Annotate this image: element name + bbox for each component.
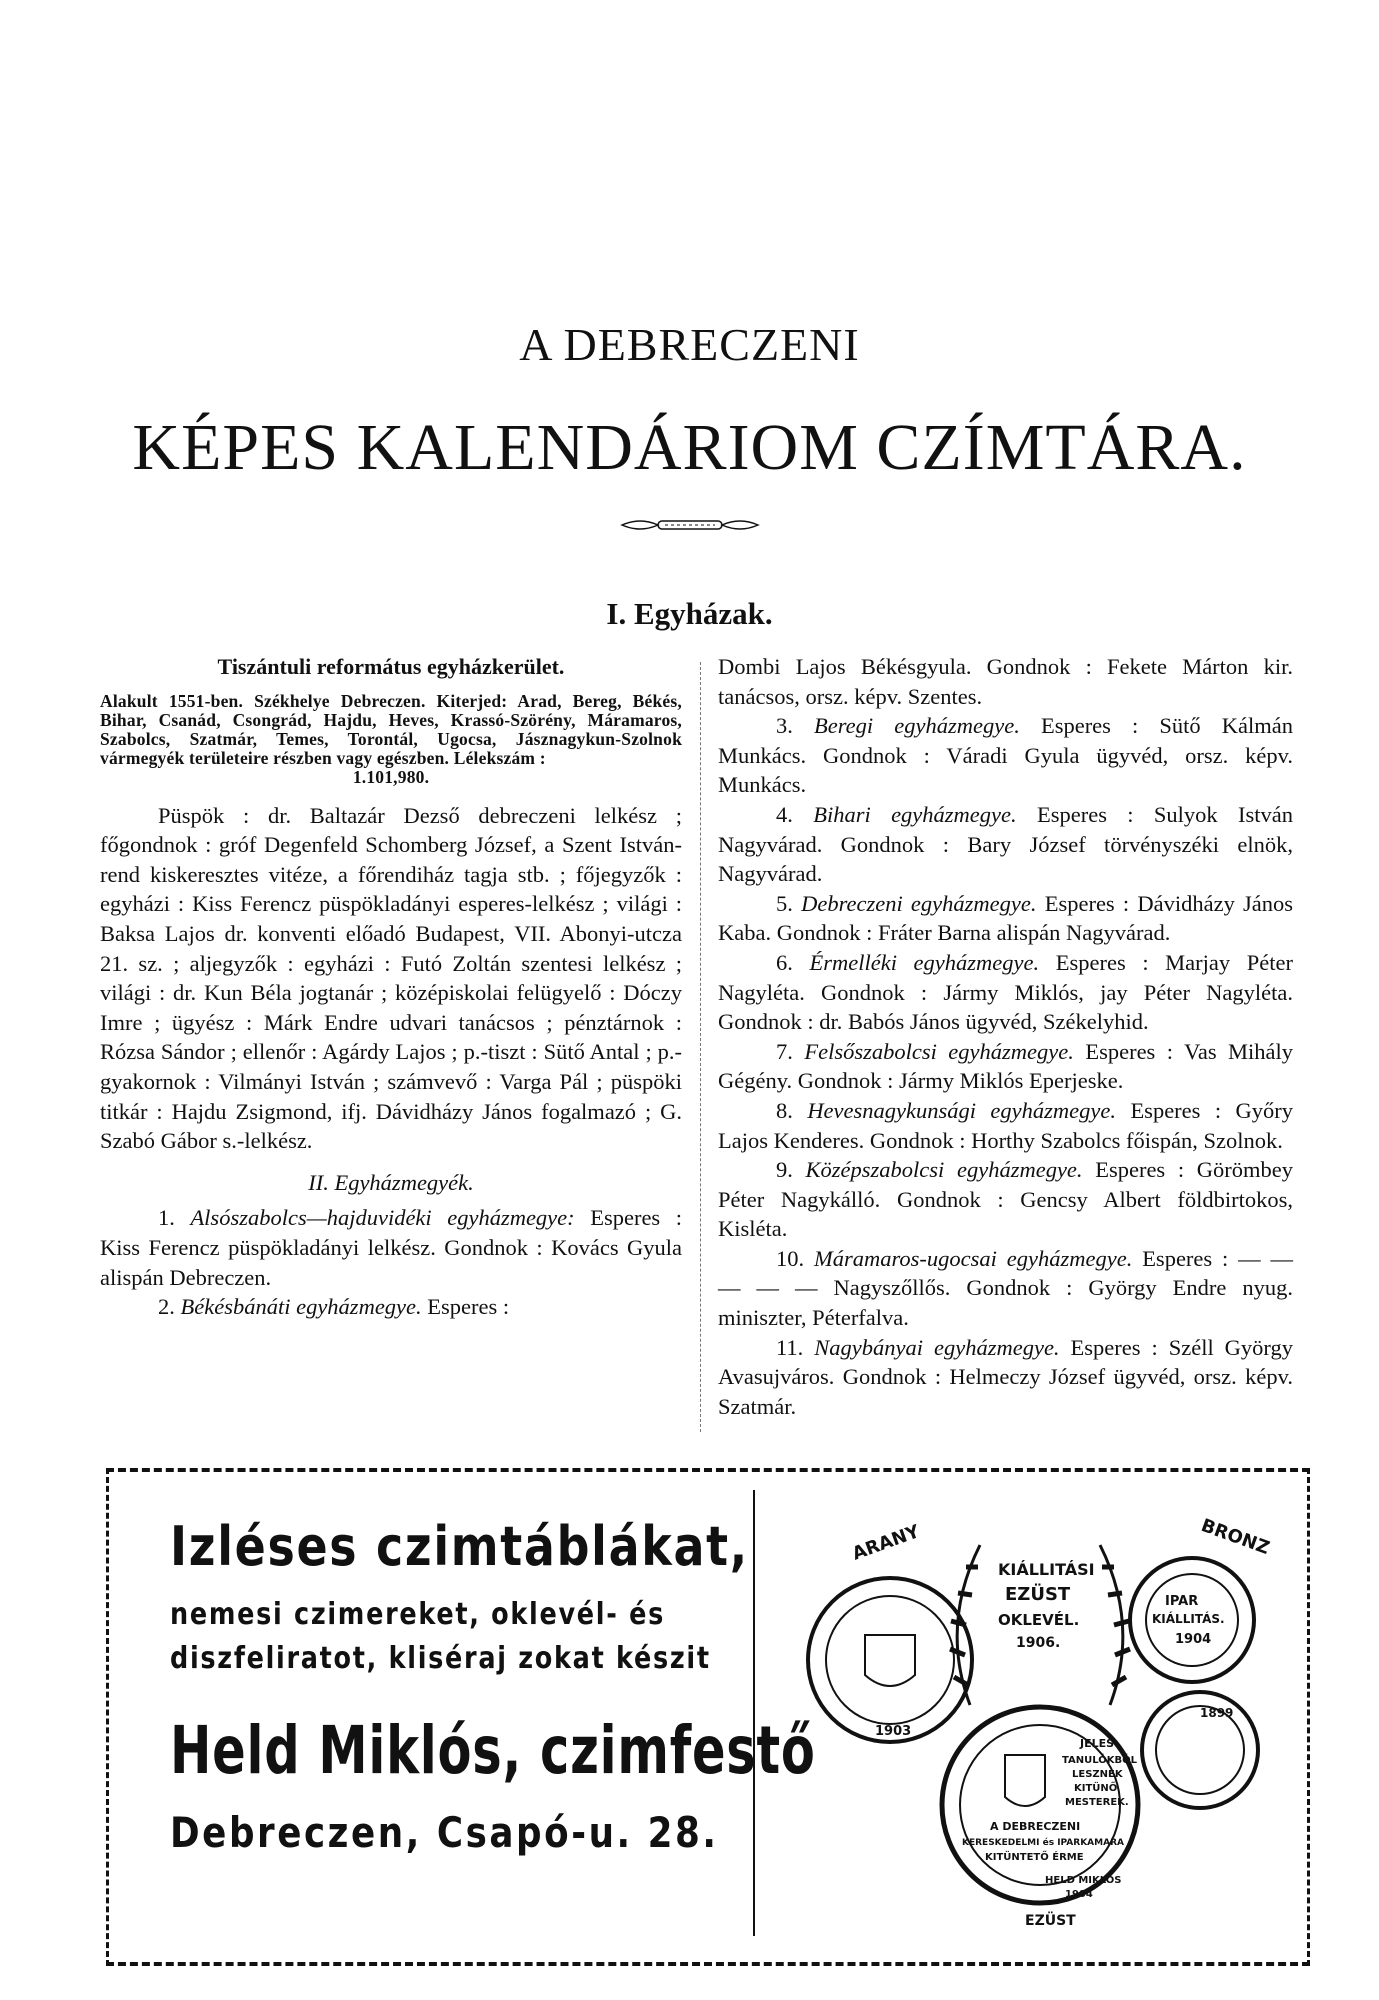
diocese-8 bbox=[718, 1096, 1293, 1155]
medal-year-1899: 1899 bbox=[1200, 1706, 1234, 1720]
diploma-line-3: OKLEVÉL. bbox=[998, 1611, 1080, 1629]
ornament-divider bbox=[620, 515, 760, 535]
diocese-2-text: Esperes : bbox=[427, 1294, 510, 1320]
medal-jeles-5: MESTEREK. bbox=[1065, 1797, 1129, 1808]
diploma-line-1: KIÁLLITÁSI bbox=[998, 1560, 1095, 1579]
medal-label-ezust: EZÜST bbox=[1025, 1913, 1076, 1929]
medal-jeles-3: LESZNEK bbox=[1072, 1769, 1123, 1780]
diocese-text: Esperes : Széll György Avasujváros. Gondnok : Helmeczy József ügyvéd, orsz. képv. Szatmár. bbox=[718, 1334, 1294, 1419]
diocese-1 bbox=[100, 1203, 682, 1292]
diocese-number: 8. bbox=[776, 1097, 793, 1123]
gold-medal bbox=[808, 1578, 972, 1742]
diocese-name: Debreczeni egyházmegye. bbox=[801, 890, 1037, 916]
diocese-text: Esperes : Győry Lajos Kenderes. Gondnok : Horthy Szabolcs főispán, Szolnok. bbox=[718, 1097, 1294, 1153]
diploma-wreath bbox=[950, 1545, 1130, 1705]
diocese-text: Esperes : Görömbey Péter Nagykálló. Gondnok : Gencsy Albert földbirtokos, Kisléta. bbox=[718, 1157, 1294, 1242]
bronze-medal-2 bbox=[1142, 1692, 1258, 1808]
ad-line-1: Izléses czimtáblákat, bbox=[170, 1515, 749, 1578]
medal-held-year: 1904 bbox=[1065, 1889, 1093, 1900]
diocese-text: Esperes : Sulyok István Nagyvárad. Gondnok : Bary József törvényszéki elnök, Nagyvárad. bbox=[718, 801, 1293, 887]
diocese-2-name: Békésbánáti egyházmegye. bbox=[180, 1294, 422, 1320]
medal-label-arany: ARANY bbox=[849, 1521, 923, 1565]
medal-ipar-2: KIÁLLITÁS. bbox=[1152, 1612, 1225, 1626]
diocese-name: Érmelléki egyházmegye. bbox=[809, 949, 1040, 975]
medal-held: HELD MIKLÓS bbox=[1045, 1875, 1122, 1886]
bronze-medal bbox=[1130, 1558, 1254, 1682]
medal-jeles-4: KITÜNŐ bbox=[1074, 1783, 1118, 1794]
diocese-text: Esperes : Sütő Kálmán Munkács. Gondnok : Váradi Gyula ügyvéd, orsz. képv. Munkács. bbox=[718, 713, 1294, 798]
diocese-2-continued: Dombi Lajos Békésgyula. Gondnok : Fekete Márton kir. tanácsos, orsz. képv. Szentes. bbox=[718, 654, 1293, 709]
section-title: I. Egyházak. bbox=[606, 596, 773, 631]
medal-kamara-1: A DEBRECZENI bbox=[990, 1820, 1081, 1833]
diocese-name: Nagybányai egyházmegye. bbox=[814, 1334, 1060, 1360]
medal-kamara-2: KERESKEDELMI és IPARKAMARA bbox=[962, 1838, 1124, 1848]
diocese-text: Esperes : — — — — — Nagyszőllős. Gondnok : György Endre nyug. miniszter, Péterfalva. bbox=[718, 1245, 1293, 1331]
diocese-number: 4. bbox=[776, 801, 793, 827]
diocese-text: Esperes : Dávidházy János Kaba. Gondnok : Fráter Barna alispán Nagyvárad. bbox=[718, 890, 1294, 946]
subheading: II. Egyházmegyék. bbox=[308, 1169, 474, 1195]
medals-illustration bbox=[780, 1485, 1280, 1945]
diocese-name: Középszabolcsi egyházmegye. bbox=[805, 1157, 1083, 1183]
ad-line-3: diszfeliratot, kliséraj zokat készit bbox=[170, 1641, 711, 1676]
diocese-11 bbox=[718, 1333, 1293, 1422]
column-divider bbox=[700, 662, 701, 1432]
advertisement-text bbox=[170, 1515, 816, 1861]
diocese-5 bbox=[718, 889, 1293, 948]
diocese-number: 3. bbox=[776, 713, 793, 739]
diocese-1-text: Esperes : Kiss Ferencz püspökladányi lelkész. Gondnok : Kovács Gyula alispán Debreczen. bbox=[100, 1205, 682, 1290]
diocese-4 bbox=[718, 800, 1293, 889]
title-line-2: KÉPES KALENDÁRIOM CZÍMTÁRA. bbox=[132, 411, 1247, 484]
diocese-10 bbox=[718, 1244, 1293, 1333]
diocese-6 bbox=[718, 948, 1293, 1037]
diocese-3 bbox=[718, 711, 1293, 800]
medal-ipar-3: 1904 bbox=[1175, 1632, 1212, 1647]
medal-label-bronz: BRONZ bbox=[1198, 1514, 1273, 1559]
diocese-text: Esperes : Vas Mihály Gégény. Gondnok : Jármy Miklós Eperjeske. bbox=[718, 1038, 1294, 1094]
diocese-number: 5. bbox=[776, 890, 793, 916]
ad-line-2: nemesi czimereket, oklevél- és bbox=[170, 1597, 665, 1632]
diocese-2 bbox=[100, 1292, 682, 1322]
title-line-1: A DEBRECZENI bbox=[519, 319, 860, 370]
diocese-name: Máramaros-ugocsai egyházmegye. bbox=[813, 1245, 1133, 1271]
medal-kamara-3: KITÜNTETŐ ÉRME bbox=[985, 1852, 1084, 1863]
diploma-line-2: EZÜST bbox=[1005, 1584, 1071, 1605]
diocese-name: Hevesnagykunsági egyházmegye. bbox=[807, 1097, 1116, 1123]
diocese-name: Bihari egyházmegye. bbox=[813, 801, 1017, 827]
ad-business-name: Held Miklós, czimfestő bbox=[170, 1712, 816, 1789]
medal-year-1903: 1903 bbox=[875, 1724, 912, 1739]
right-column bbox=[718, 652, 1293, 1421]
diocese-text: Esperes : Marjay Péter Nagyléta. Gondnok : Jármy Miklós, jay Péter Nagyléta. Gondnok : dr. Babós János ügyvéd, Székelyhid. bbox=[718, 949, 1293, 1035]
diocese-number: 10. bbox=[776, 1245, 805, 1271]
diocese-number: 6. bbox=[776, 949, 793, 975]
medal-jeles-2: TANULÓKBÓL bbox=[1062, 1755, 1138, 1766]
population: 1.101,980. bbox=[352, 766, 430, 787]
diploma-line-4: 1906. bbox=[1016, 1635, 1061, 1651]
diocese-name: Felsőszabolcsi egyházmegye. bbox=[804, 1038, 1074, 1064]
medal-jeles-1: JELES bbox=[1080, 1737, 1115, 1750]
medal-ipar-1: IPAR bbox=[1165, 1594, 1199, 1609]
diocese-number: 7. bbox=[776, 1038, 793, 1064]
diocese-2-number: 2. bbox=[158, 1294, 175, 1320]
left-column bbox=[100, 652, 682, 1322]
district-heading: Tiszántuli református egyházkerület. bbox=[217, 654, 565, 679]
diocese-1-number: 1. bbox=[158, 1205, 175, 1231]
diocese-1-name: Alsószabolcs—hajduvidéki egyházmegye: bbox=[190, 1205, 575, 1231]
district-intro: Alakult 1551-ben. Székhelye Debreczen. Kiterjed: Arad, Bereg, Békés, Bihar, Csanád, Csongrád, Hajdu, Heves, Krassó-Szörény, Máramaros, Szabolcs, Szatmár, Temes, Torontál, Ugocsa, Jásznagykun-Szolnok vármegyék területeire részben vagy egészben. Lélekszám : bbox=[100, 690, 682, 768]
diocese-7 bbox=[718, 1037, 1293, 1096]
diocese-number: 11. bbox=[776, 1334, 804, 1360]
chamber-medal bbox=[942, 1707, 1138, 1929]
district-officers: Püspök : dr. Baltazár Dezső debreczeni lelkész ; főgondnok : gróf Degenfeld Schomberg József, a Szent István-rend kiskeresztes vitéze, a főrendiház tagja stb. ; főjegyzők : egyházi : Kiss Ferencz püspökladányi esperes-lelkész ; világi : Baksa Lajos dr. konventi előadó Budapest, VII. Abonyi-utcza 21. sz. ; aljegyzők : egyházi : Futó Zoltán szentesi lelkész ; világi : dr. Kun Béla jogtanár ; középiskolai felügyelő : Dóczy Imre ; ügyész : Márk Endre udvari tanácsos ; pénztárnok : Rózsa Sándor ; ellenőr : Agárdy Lajos ; p.-tiszt : Sütő Antal ; p.-gyakornok : Vilmányi István ; számvevő : Varga Pál ; püspöki titkár : Hajdu Zsigmond, ifj. Dávidházy János fogalmazó ; G. Szabó Gábor s.-lelkész. bbox=[100, 802, 682, 1154]
diocese-number: 9. bbox=[776, 1157, 793, 1183]
ad-address: Debreczen, Csapó-u. 28. bbox=[170, 1808, 719, 1857]
diocese-name: Beregi egyházmegye. bbox=[814, 713, 1020, 739]
diocese-9 bbox=[718, 1155, 1293, 1244]
